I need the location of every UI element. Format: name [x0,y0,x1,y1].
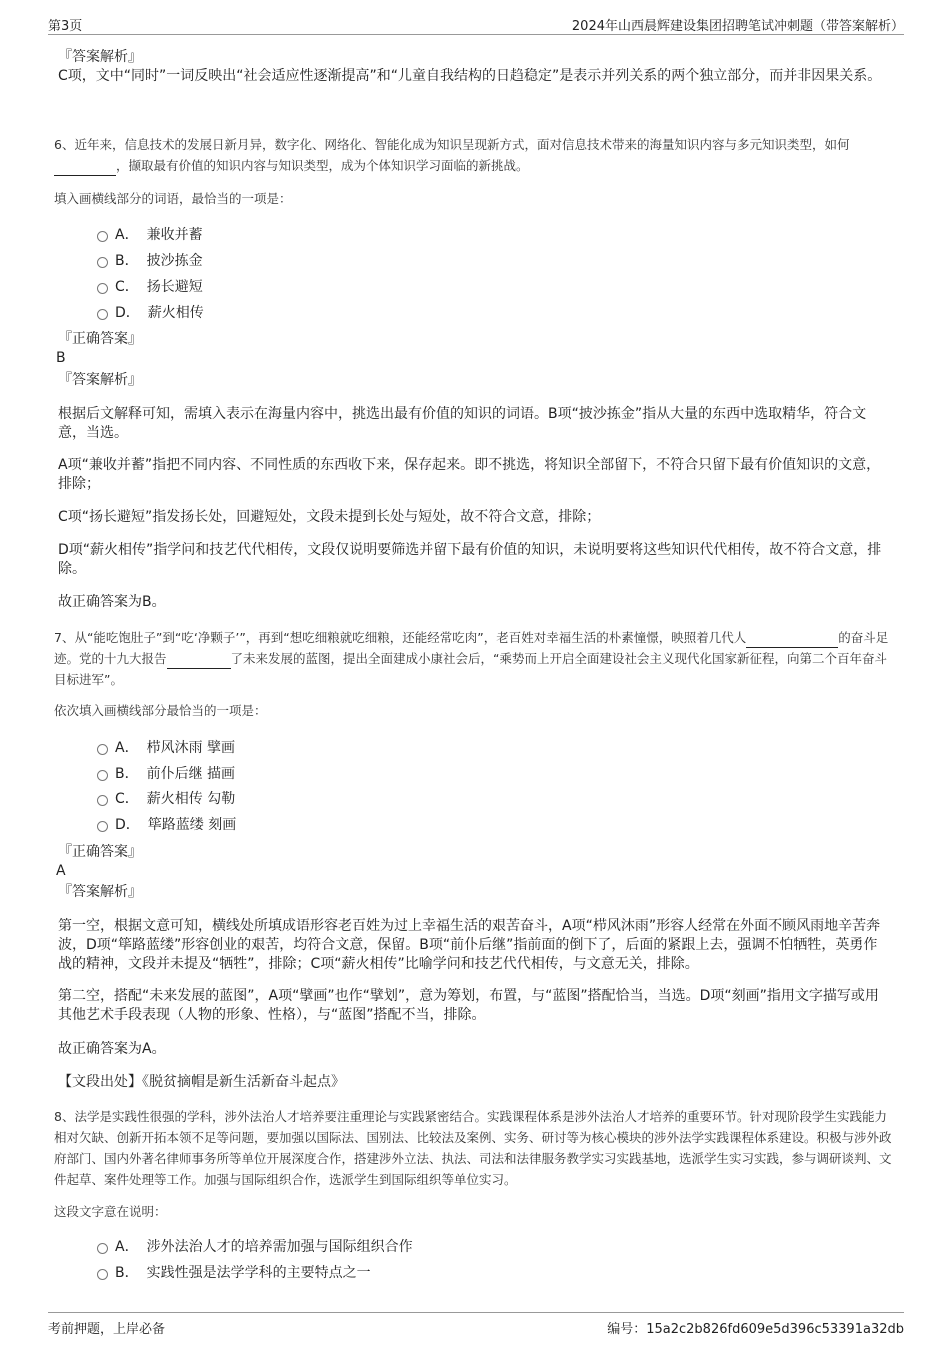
radio-icon[interactable] [97,744,108,755]
q6-option-d[interactable]: D． 薪火相传 [97,301,204,323]
q7-source: 【文段出处】《脱贫摘帽是新生活新奋斗起点》 [58,1074,345,1090]
radio-icon[interactable] [97,283,108,294]
q7-analysis-p2: 第二空，搭配“未来发展的蓝图”，A项“擘画”也作“擘划”，意为筹划，布置，与“蓝图”搭配恰当，当选。D项“刻画”指用文字描写或用其他艺术手段表现（人物的形象、性格），与“蓝图”搭配不当，排除。 [58,988,879,1023]
q6-prompt: 填入画横线部分的词语，最恰当的一项是： [54,191,292,206]
q7-prompt: 依次填入画横线部分最恰当的一项是： [54,703,267,718]
q7-analysis-tag: 『答案解析』 [58,884,142,900]
q7-blank-1 [746,647,838,648]
q7-option-a[interactable]: A． 栉风沐雨 擘画 [97,736,235,758]
radio-icon[interactable] [97,231,108,242]
document-title: 2024年山西晨辉建设集团招聘笔试冲刺题（带答案解析） [571,19,904,34]
radio-icon[interactable] [97,770,108,781]
q7-analysis-p1: 第一空，根据文意可知，横线处所填成语形容老百姓为过上幸福生活的艰苦奋斗，A项“栉风沐雨”形容人经常在外面不顾风雨地辛苦奔波，D项“筚路蓝缕”形容创业的艰苦，均符合文意，保留。B项“前仆后继”指前面的倒下了，后面的紧跟上去，强调不怕牺牲，英勇作战的精神，文段并未提及“牺牲”，排除；C项“薪火相传”比喻学问和技艺代代相传，与文意无关，排除。 [58,918,881,972]
q8-option-a[interactable]: A． 涉外法治人才的培养需加强与国际组织合作 [97,1235,413,1257]
q8-option-b[interactable]: B． 实践性强是法学学科的主要特点之一 [97,1261,371,1283]
radio-icon[interactable] [97,795,108,806]
document-id: 编号：15a2c2b826fd609e5d396c53391a32db [607,1322,904,1337]
q7-option-d[interactable]: D． 筚路蓝缕 刻画 [97,813,236,835]
radio-icon[interactable] [97,1243,108,1254]
q6-analysis-p4: D项“薪火相传”指学问和技艺代代相传，文段仅说明要筛选并留下最有价值的知识，未说明要将这些知识代代相传，故不符合文意，排除。 [58,542,882,577]
q7-stem: 7、从“能吃饱肚子”到“吃‘净颗子’”，再到“想吃细粮就吃细粮，还能经常吃肉”，老百姓对幸福生活的朴素憧憬，映照着几代人 的奋斗足迹。党的十九大报告 了未来发展的蓝图，提出全面建成小康社会后，“乘势而上开启全面建设社会主义现代化国家新征程，向第二个百年奋斗目标进军”。 [54,630,889,687]
q6-blank [54,175,116,176]
q5-analysis-tag: 『答案解析』 [58,49,142,65]
q6-answer: B [56,350,66,366]
page-header [48,12,904,35]
q7-answer-tag: 『正确答案』 [58,844,142,860]
q6-stem: 6、近年来，信息技术的发展日新月异，数字化、网络化、智能化成为知识呈现新方式，面对信息技术带来的海量知识内容与多元知识类型，如何，撷取最有价值的知识内容与知识类型，成为个体知识学习面临的新挑战。 [54,134,894,176]
q6-analysis-p2: A项“兼收并蓄”指把不同内容、不同性质的东西收下来，保存起来。即不挑选，将知识全部留下，不符合只留下最有价值知识的文意，排除； [58,457,881,492]
radio-icon[interactable] [97,309,108,320]
q5-analysis-text: C项，文中“同时”一词反映出“社会适应性逐渐提高”和“儿童自我结构的日趋稳定”是表示并列关系的两个独立部分，而并非因果关系。 [58,68,882,84]
q6-analysis-tag: 『答案解析』 [58,372,142,388]
q8-prompt: 这段文字意在说明： [54,1204,167,1219]
q7-blank-2 [167,668,231,669]
q6-analysis-p3: C项“扬长避短”指发扬长处，回避短处，文段未提到长处与短处，故不符合文意，排除； [58,509,601,525]
page-number: 第3页 [48,19,83,34]
q6-answer-tag: 『正确答案』 [58,331,142,347]
q7-option-c[interactable]: C． 薪火相传 勾勒 [97,787,235,809]
q6-analysis-p1: 根据后文解释可知，需填入表示在海量内容中，挑选出最有价值的知识的词语。B项“披沙拣金”指从大量的东西中选取精华，符合文意，当选。 [58,406,867,441]
q7-answer: A [56,863,66,879]
q7-analysis-p3: 故正确答案为A。 [58,1041,166,1057]
radio-icon[interactable] [97,1269,108,1280]
q7-option-b[interactable]: B． 前仆后继 描画 [97,762,235,784]
page-footer [48,1312,904,1337]
radio-icon[interactable] [97,257,108,268]
q6-option-b[interactable]: B． 披沙拣金 [97,249,203,271]
q8-stem: 8、法学是实践性很强的学科，涉外法治人才培养要注重理论与实践紧密结合。实践课程体系是涉外法治人才培养的重要环节。针对现阶段学生实践能力相对欠缺、创新开拓本领不足等问题，要加强以国际法、国别法、比较法及案例、实务、研讨等为核心模块的涉外法学实践课程体系建设。积极与涉外政府部门、国内外著名律师事务所等单位开展深度合作，搭建涉外立法、执法、司法和法律服务教学实习实践基地，选派学生实习实践，参与调研谈判、文件起草、案件处理等工作。加强与国际组织合作，选派学生到国际组织等单位实习。 [54,1109,892,1187]
q6-option-a[interactable]: A． 兼收并蓄 [97,223,203,245]
radio-icon[interactable] [97,821,108,832]
q6-option-c[interactable]: C． 扬长避短 [97,275,203,297]
footer-slogan: 考前押题，上岸必备 [48,1322,166,1337]
q6-analysis-p5: 故正确答案为B。 [58,594,166,610]
